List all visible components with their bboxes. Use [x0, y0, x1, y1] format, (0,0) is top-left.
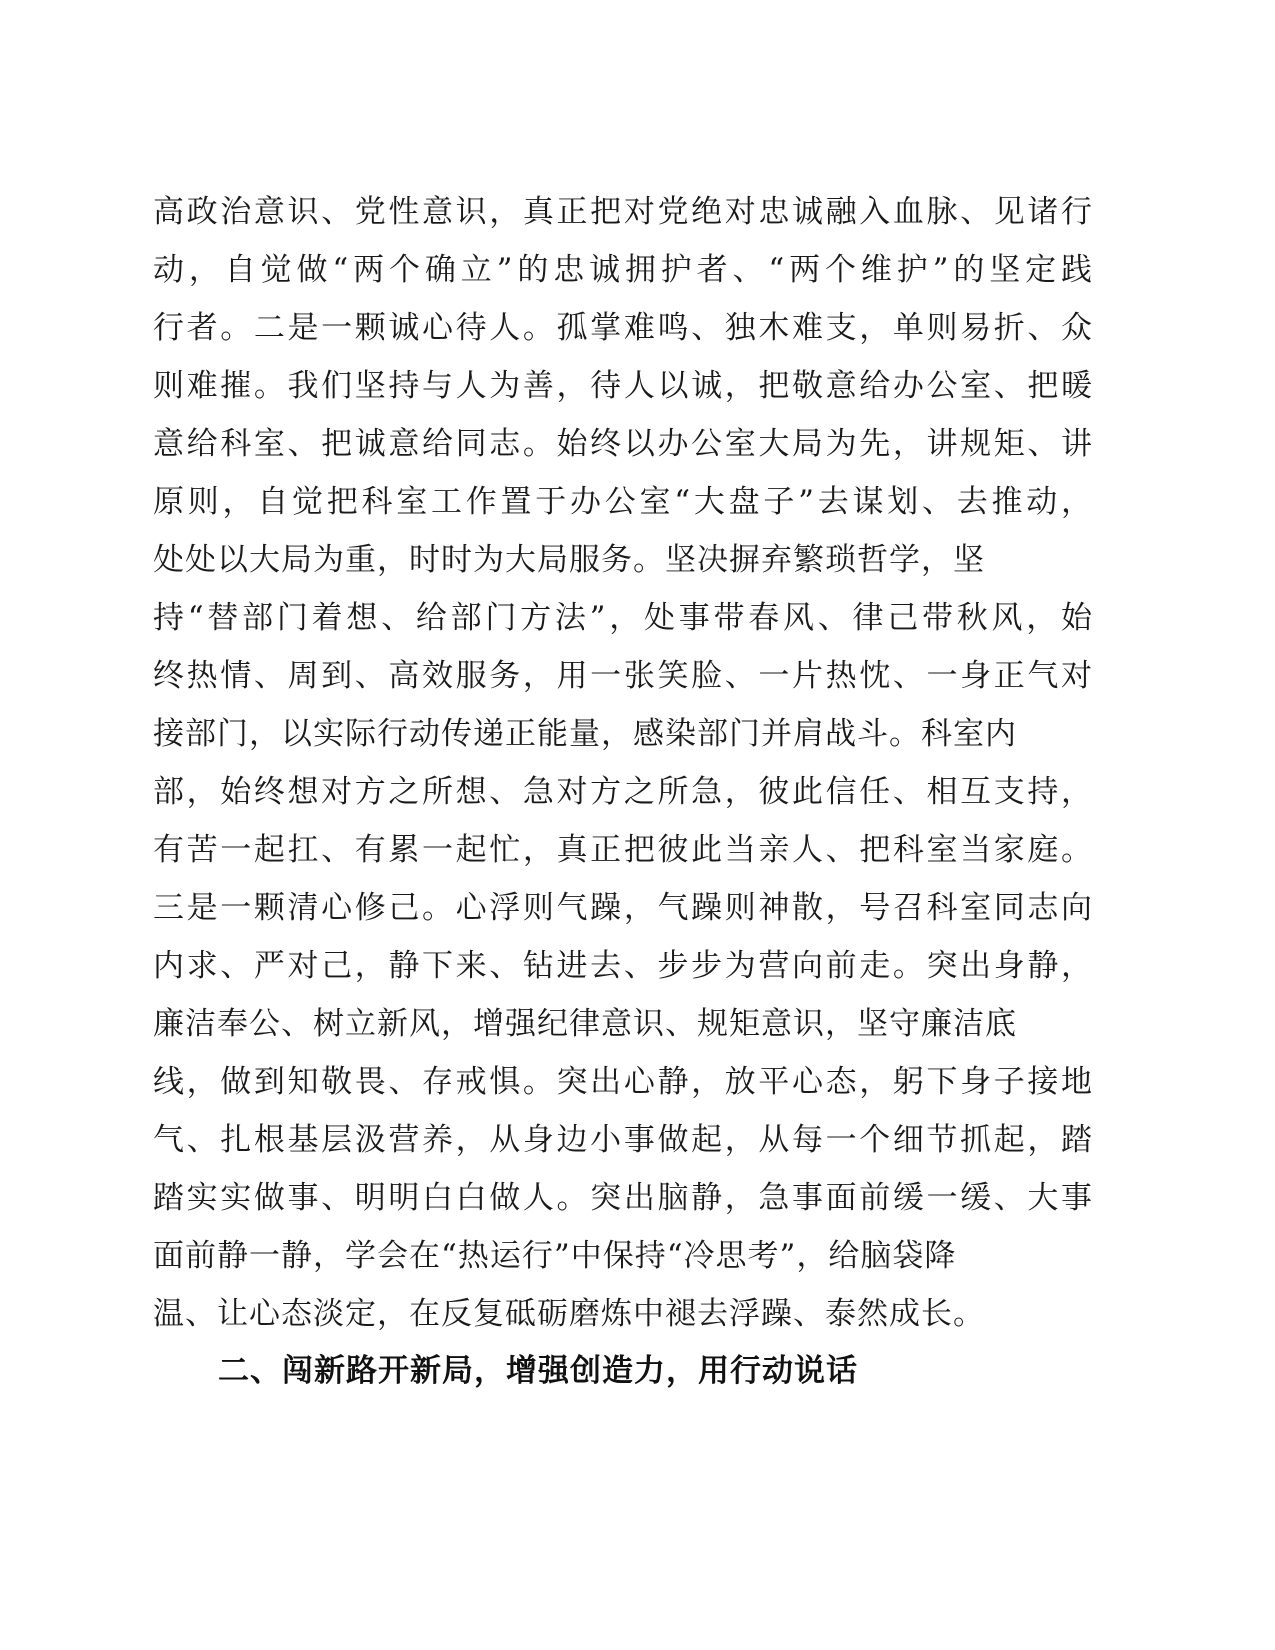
paragraph-line: 有苦一起扛、有累一起忙，真正把彼此当亲人、把科室当家庭。 — [153, 832, 1093, 868]
paragraph-line: 温、让心态淡定，在反复砥砺磨炼中褪去浮躁、泰然成长。 — [153, 1296, 985, 1332]
paragraph-line: 终热情、周到、高效服务，用一张笑脸、一片热忱、一身正气对 — [153, 658, 1093, 694]
paragraph-line: 动，自觉做“两个确立”的忠诚拥护者、“两个维护”的坚定践 — [153, 252, 1093, 288]
paragraph-line: 处处以大局为重，时时为大局服务。坚决摒弃繁琐哲学，坚 — [153, 542, 985, 578]
paragraph-line: 线，做到知敬畏、存戒惧。突出心静，放平心态，躬下身子接地 — [153, 1064, 1093, 1100]
paragraph-line: 气、扎根基层汲营养，从身边小事做起，从每一个细节抓起，踏 — [153, 1122, 1093, 1158]
paragraph-line: 行者。二是一颗诚心待人。孤掌难鸣、独木难支，单则易折、众 — [153, 310, 1093, 346]
paragraph-line: 廉洁奉公、树立新风，增强纪律意识、规矩意识，坚守廉洁底 — [153, 1006, 1017, 1042]
paragraph-line: 踏实实做事、明明白白做人。突出脑静，急事面前缓一缓、大事 — [153, 1180, 1093, 1216]
paragraph-line: 内求、严对己，静下来、钻进去、步步为营向前走。突出身静， — [153, 948, 1093, 984]
paragraph-line: 部，始终想对方之所想、急对方之所急，彼此信任、相互支持， — [153, 774, 1093, 810]
paragraph-line: 原则，自觉把科室工作置于办公室“大盘子”去谋划、去推动， — [153, 484, 1093, 520]
paragraph-line: 持“替部门着想、给部门方法”，处事带春风、律己带秋风，始 — [153, 600, 1093, 636]
section-heading: 二、闯新路开新局，增强创造力，用行动说话 — [218, 1353, 858, 1389]
paragraph-line: 意给科室、把诚意给同志。始终以办公室大局为先，讲规矩、讲 — [153, 426, 1093, 462]
paragraph-line: 高政治意识、党性意识，真正把对党绝对忠诚融入血脉、见诸行 — [153, 194, 1093, 230]
paragraph-line: 则难摧。我们坚持与人为善，待人以诚，把敬意给办公室、把暖 — [153, 368, 1093, 404]
body-paragraph — [153, 183, 1093, 1343]
paragraph-line: 接部门，以实际行动传递正能量，感染部门并肩战斗。科室内 — [153, 716, 1017, 752]
paragraph-line: 面前静一静，学会在“热运行”中保持“冷思考”，给脑袋降 — [153, 1238, 957, 1274]
paragraph-line: 三是一颗清心修己。心浮则气躁，气躁则神散，号召科室同志向 — [153, 890, 1093, 926]
